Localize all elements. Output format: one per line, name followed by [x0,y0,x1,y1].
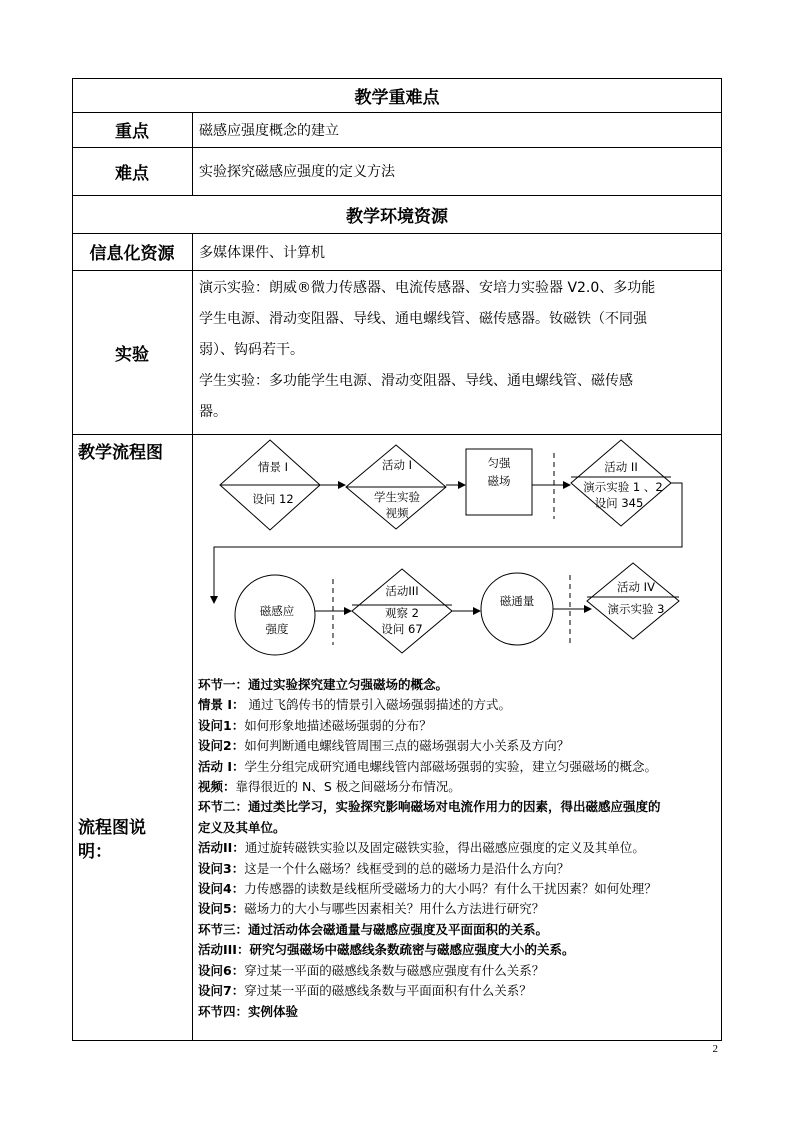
label-difficulty: 难点 [115,163,149,184]
text-difficulty: 实验探究磁感应强度的定义方法 [199,164,395,180]
experiment-equipment-text [199,273,719,433]
label-key-point: 重点 [115,122,149,142]
experiment-line: 器。 [199,404,227,420]
node-activity-2-top: 活动 II [604,460,638,474]
note-line: 设问7：穿过某一平面的磁感线条数与平面面积有什么关系？ [198,983,532,999]
page-number: 2 [712,1043,718,1055]
flowchart-diagram [193,435,721,665]
node-uniform-field-line1: 匀强 [487,456,511,470]
note-line: 活动II：通过旋转磁铁实验以及固定磁铁实验，得出磁感应强度的定义及其单位。 [198,840,645,856]
node-activity-2-bottom2: 设问 345 [594,496,644,510]
section-title-resources: 教学环境资源 [346,206,448,227]
note-line: 设问5：磁场力的大小与哪些因素相关？用什么方法进行研究？ [198,901,545,917]
node-scenario-1-bottom: 设问 12 [252,492,294,506]
node-activity-1-top: 活动 I [381,458,413,472]
note-line: 设问3：这是一个什么磁场？线框受到的总的磁场力是沿什么方向？ [198,860,570,876]
node-activity-3-bottom1: 观察 2 [385,606,419,620]
node-scenario-1-top: 情景 I [257,460,289,474]
note-line: 定义及其单位。 [198,819,286,835]
label-flowchart: 教学流程图 [78,443,163,463]
note-line: 环节一：通过实验探究建立匀强磁场的概念。 [198,677,449,692]
label-info-resources: 信息化资源 [89,244,175,264]
label-experiment: 实验 [115,344,149,365]
note-line: 设问4：力传感器的读数是线框所受磁场力的大小吗？有什么干扰因素？如何处理？ [198,881,657,897]
node-uniform-field-line2: 磁场 [487,474,511,488]
node-activity-2-bottom1: 演示实验 1 、2 [583,480,663,494]
experiment-line: 弱）、钩码若干。 [199,342,304,358]
node-activity-4-bottom: 演示实验 3 [607,602,665,616]
experiment-line: 学生电源、滑动变阻器、导线、通电螺线管、磁传感器。钕磁铁（不同强 [199,311,647,327]
note-line: 环节四：实例体验 [198,1003,299,1019]
text-key-point: 磁感应强度概念的建立 [199,122,339,139]
note-line: 活动 I：学生分组完成研究通电螺线管内部磁场强弱的实验，建立匀强磁场的概念。 [198,758,658,774]
node-activity-4-top: 活动 IV [617,580,655,594]
flowchart-explanation-notes [198,675,720,1022]
experiment-line: 演示实验：朗威®微力传感器、电流传感器、安培力实验器 V2.0、多功能 [199,280,656,296]
node-magnetic-flux-label: 磁通量 [499,594,535,608]
note-line: 情景 I： 通过飞鸽传书的情景引入磁场强弱描述的方式。 [198,697,511,713]
note-line: 视频：靠得很近的 N、S 极之间磁场分布情况。 [198,779,461,795]
note-line: 环节三：通过活动体会磁通量与磁感应强度及平面面积的关系。 [198,921,549,937]
section-title-key-points: 教学重难点 [354,87,440,108]
note-line: 设问1：如何形象地描述磁场强弱的分布？ [198,717,432,733]
node-activity-3-top: 活动III [385,584,419,598]
node-magnetic-induction-line1: 磁感应 [259,604,295,618]
note-line: 环节二：通过类比学习，实验探究影响磁场对电流作用力的因素，得出磁感应强度的 [198,799,661,815]
text-info-resources: 多媒体课件、计算机 [199,244,325,261]
node-activity-1-bottom2: 视频 [385,506,409,520]
node-magnetic-induction-line2: 强度 [265,622,289,636]
node-activity-3-bottom2: 设问 67 [381,622,423,636]
experiment-line: 学生实验：多功能学生电源、滑动变阻器、导线、通电螺线管、磁传感 [199,373,633,389]
node-activity-1-bottom1: 学生实验 [374,490,420,504]
note-line: 设问2：如何判断通电螺线管周围三点的磁场强弱大小关系及方向？ [198,738,570,754]
note-line: 设问6：穿过某一平面的磁感线条数与磁感应强度有什么关系？ [198,962,545,978]
note-line: 活动III：研究匀强磁场中磁感线条数疏密与磁感应强度大小的关系。 [198,942,575,958]
label-flowchart-explanation: 流程图说 明： [78,818,146,862]
